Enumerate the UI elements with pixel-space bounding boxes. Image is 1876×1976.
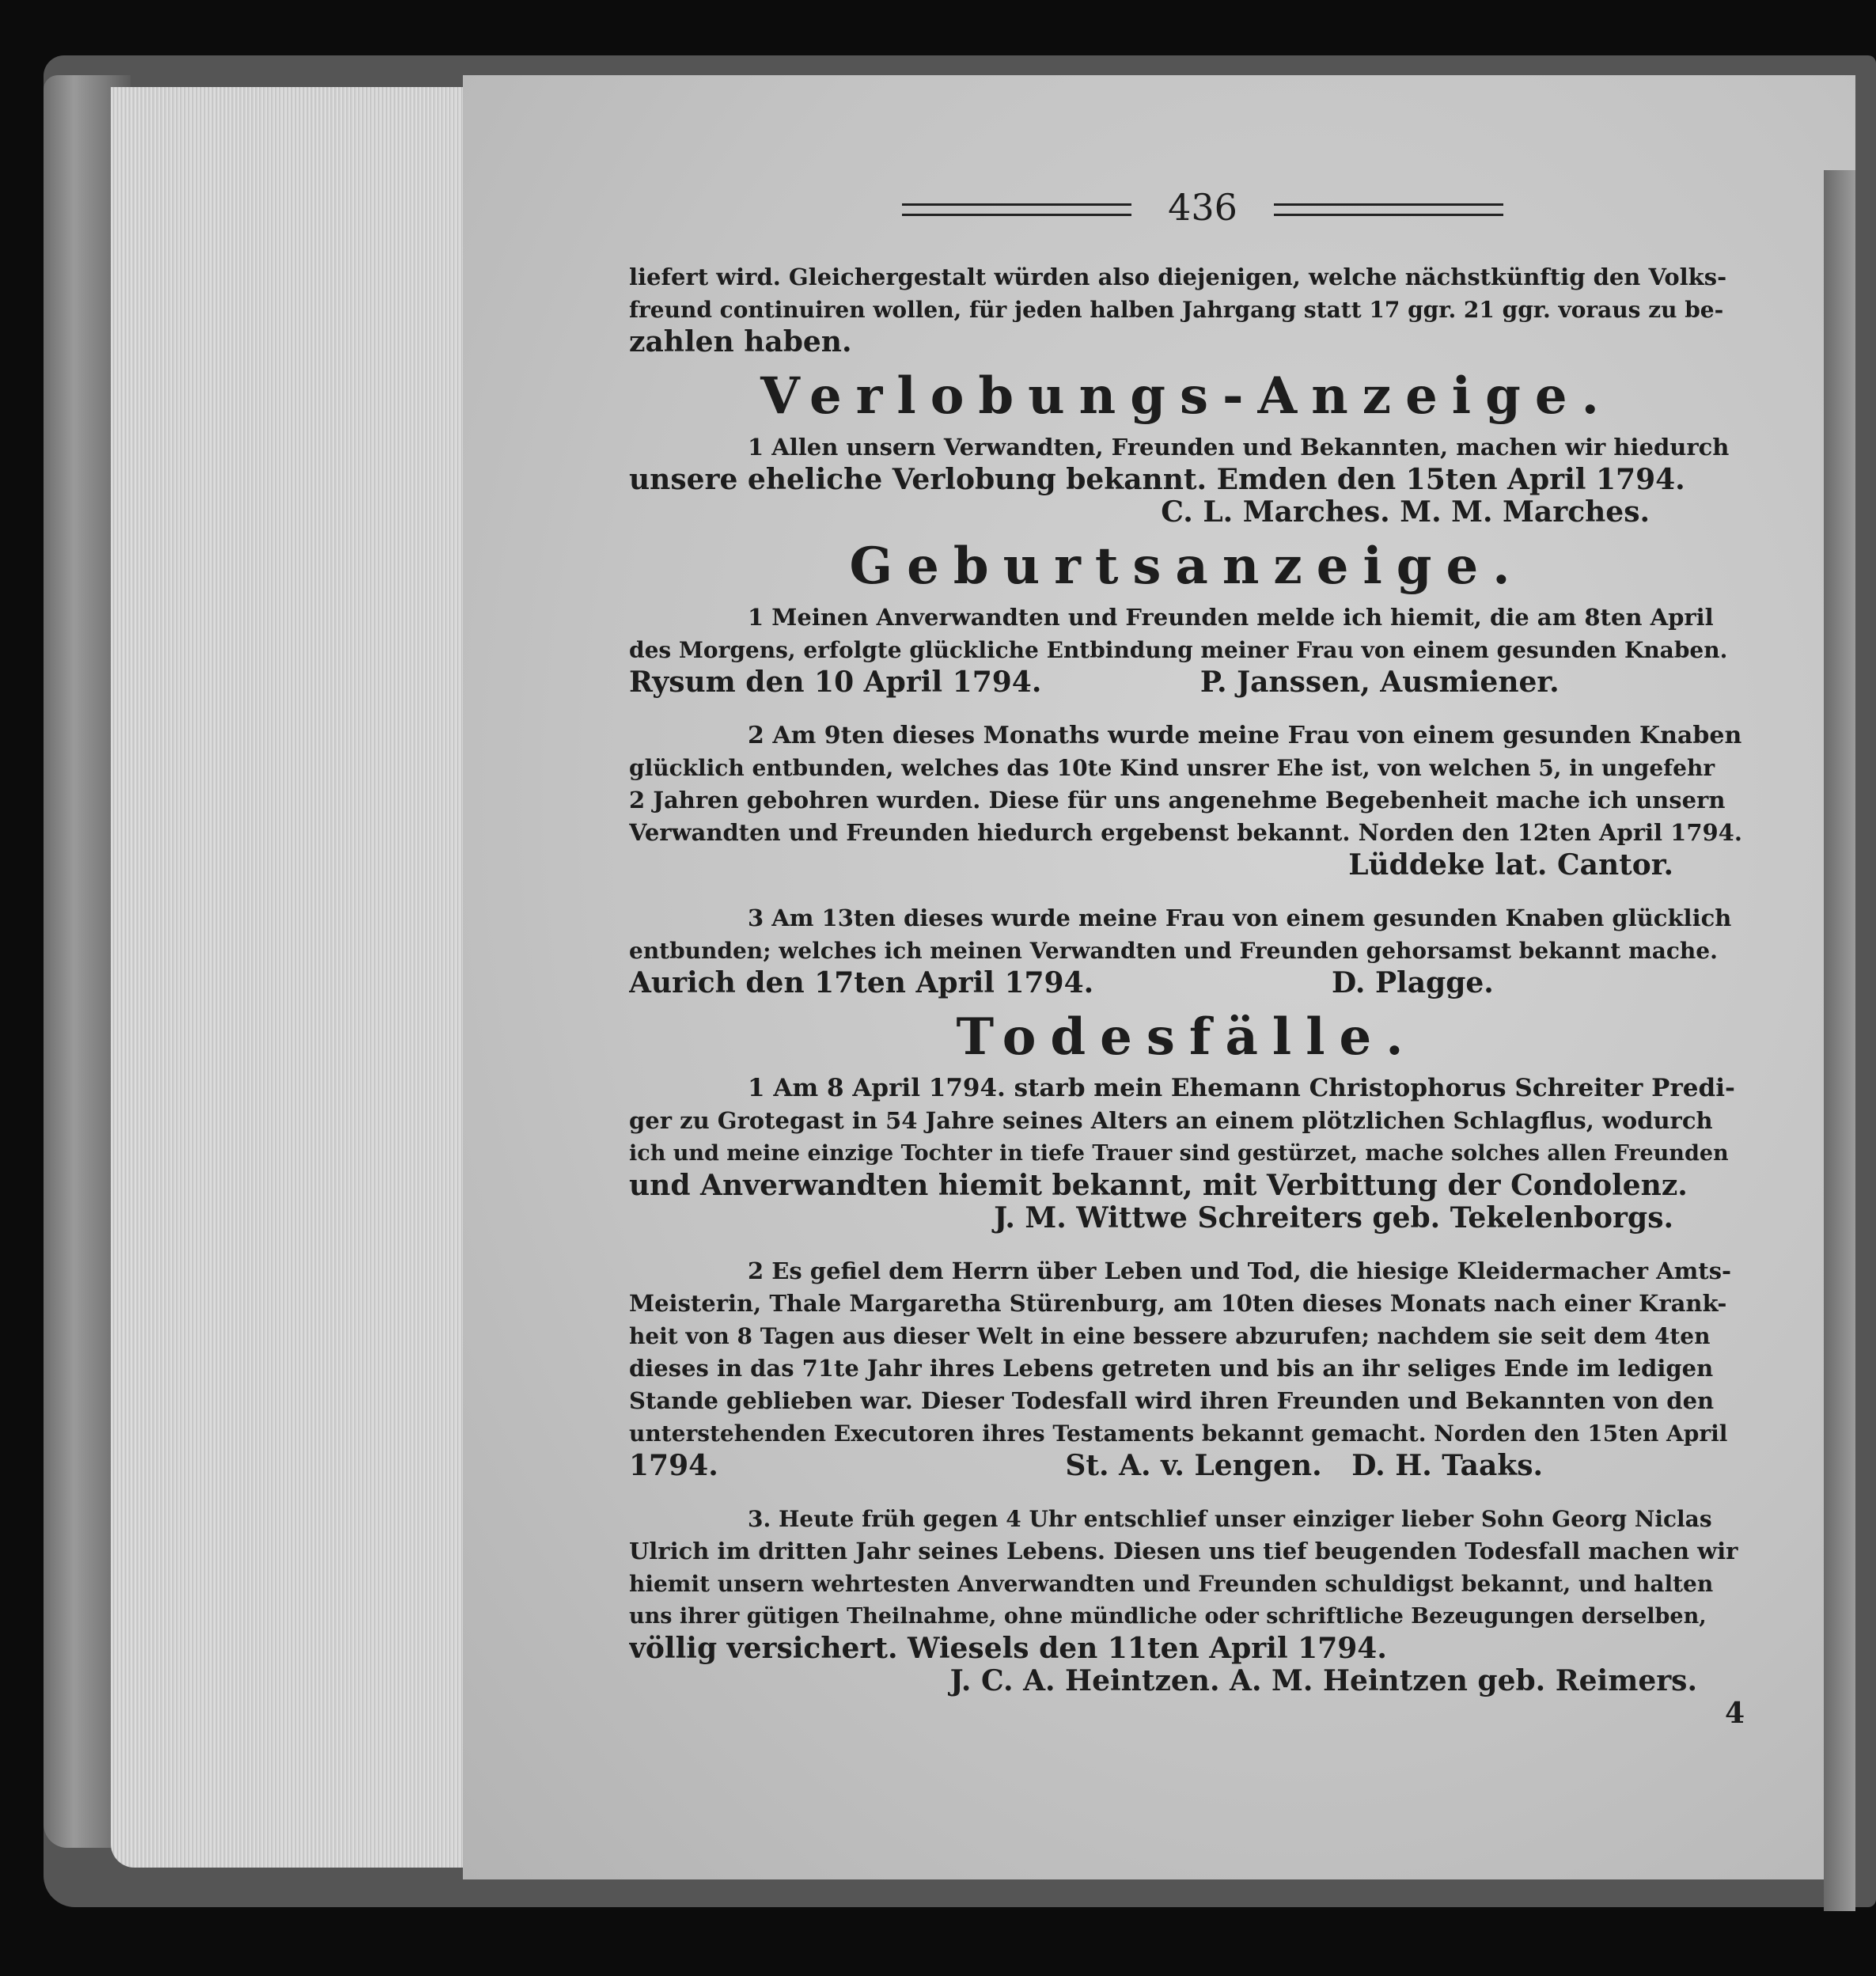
signature: C. L. Marches. M. M. Marches. (1161, 496, 1650, 529)
text-line: völlig versichert. Wiesels den 11ten April 1794. (629, 1633, 1387, 1665)
heading-geburt: Geburtsanzeige. (849, 537, 1525, 596)
text-line: 1 Allen unsern Verwandten, Freunden und Bekannten, machen wir hiedurch (748, 434, 1730, 461)
text-line: 1794. St. A. v. Lengen. D. H. Taaks. (629, 1450, 1544, 1482)
text-line: des Morgens, erfolgte glückliche Entbindung meiner Frau von einem gesunden Knaben. (629, 637, 1728, 663)
text-line: 1 Meinen Anverwandten und Freunden melde ich hiemit, die am 8ten April (748, 604, 1714, 631)
text-line: uns ihrer gütigen Theilnahme, ohne mündliche oder schriftliche Bezeugungen derselben, (629, 1604, 1707, 1629)
text-line: dieses in das 71te Jahr ihres Lebens getreten und bis an ihr seliges Ende im ledigen (629, 1355, 1714, 1382)
text-line: Rysum den 10 April 1794. P. Janssen, Ausmiener. (629, 666, 1560, 699)
intro-line: liefert wird. Gleichergestalt würden also diejenigen, welche nächstkünftig den Volks- (629, 264, 1727, 290)
page-edges (111, 87, 467, 1868)
page-number: 436 (1168, 186, 1237, 229)
text-line: Stande geblieben war. Dieser Todesfall wird ihren Freunden und Bekannten von den (629, 1387, 1715, 1414)
heading-verlobung: Verlobungs-Anzeige. (760, 366, 1613, 426)
signature: Lüddeke lat. Cantor. (1348, 849, 1673, 882)
ornamental-rule-left (902, 203, 1131, 216)
text-line: ger zu Grotegast in 54 Jahre seines Alters an einem plötzlichen Schlagflus, wodurch (629, 1107, 1713, 1134)
intro-line: zahlen haben. (629, 326, 852, 358)
text-line: 2 Am 9ten dieses Monaths wurde meine Frau von einem gesunden Knaben (748, 722, 1742, 749)
text-line: Aurich den 17ten April 1794. D. Plagge. (629, 967, 1494, 999)
ornamental-rule-right (1274, 203, 1503, 216)
text-line: 2 Es gefiel dem Herrn über Leben und Tod, die hiesige Kleidermacher Amts- (748, 1257, 1732, 1284)
text-line: unterstehenden Executoren ihres Testaments bekannt gemacht. Norden den 15ten April (629, 1420, 1728, 1447)
running-head (902, 186, 1503, 233)
catchword: 4 (1724, 1697, 1745, 1730)
text-line: glücklich entbunden, welches das 10te Kind unsrer Ehe ist, von welchen 5, in ungefehr (629, 755, 1715, 781)
text-line: 3 Am 13ten dieses wurde meine Frau von einem gesunden Knaben glücklich (748, 905, 1732, 931)
text-line: 2 Jahren gebohren wurden. Diese für uns angenehme Begebenheit mache ich unsern (629, 787, 1726, 814)
heading-tod: Todesfälle. (956, 1007, 1418, 1067)
text-line: und Anverwandten hiemit bekannt, mit Verbittung der Condolenz. (629, 1170, 1688, 1202)
page-gutter (1824, 170, 1855, 1911)
text-line: Meisterin, Thale Margaretha Stürenburg, am 10ten dieses Monats nach einer Krank- (629, 1290, 1727, 1317)
text-line: unsere eheliche Verlobung bekannt. Emden den 15ten April 1794. (629, 464, 1685, 496)
page-text (629, 261, 1745, 1730)
text-line: ich und meine einzige Tochter in tiefe Trauer sind gestürzet, mache solches allen Freunden (629, 1141, 1729, 1166)
text-line: entbunden; welches ich meinen Verwandten und Freunden gehorsamst bekannt mache. (629, 938, 1718, 964)
text-line: heit von 8 Tagen aus dieser Welt in eine bessere abzurufen; nachdem sie seit dem 4ten (629, 1323, 1711, 1349)
text-line: 3. Heute früh gegen 4 Uhr entschlief unser einziger lieber Sohn Georg Niclas (748, 1506, 1712, 1532)
signature: J. M. Wittwe Schreiters geb. Tekelenborgs. (994, 1202, 1673, 1235)
text-line: Ulrich im dritten Jahr seines Lebens. Diesen uns tief beugenden Todesfall machen wir (629, 1538, 1738, 1564)
text-line: 1 Am 8 April 1794. starb mein Ehemann Christophorus Schreiter Predi- (748, 1074, 1735, 1102)
text-line: Verwandten und Freunden hiedurch ergebenst bekannt. Norden den 12ten April 1794. (629, 819, 1742, 846)
intro-line: freund continuiren wollen, für jeden halben Jahrgang statt 17 ggr. 21 ggr. voraus zu be- (629, 297, 1724, 323)
text-line: hiemit unsern wehrtesten Anverwandten und Freunden schuldigst bekannt, und halten (629, 1571, 1714, 1597)
signature: J. C. A. Heintzen. A. M. Heintzen geb. Reimers. (949, 1665, 1697, 1697)
